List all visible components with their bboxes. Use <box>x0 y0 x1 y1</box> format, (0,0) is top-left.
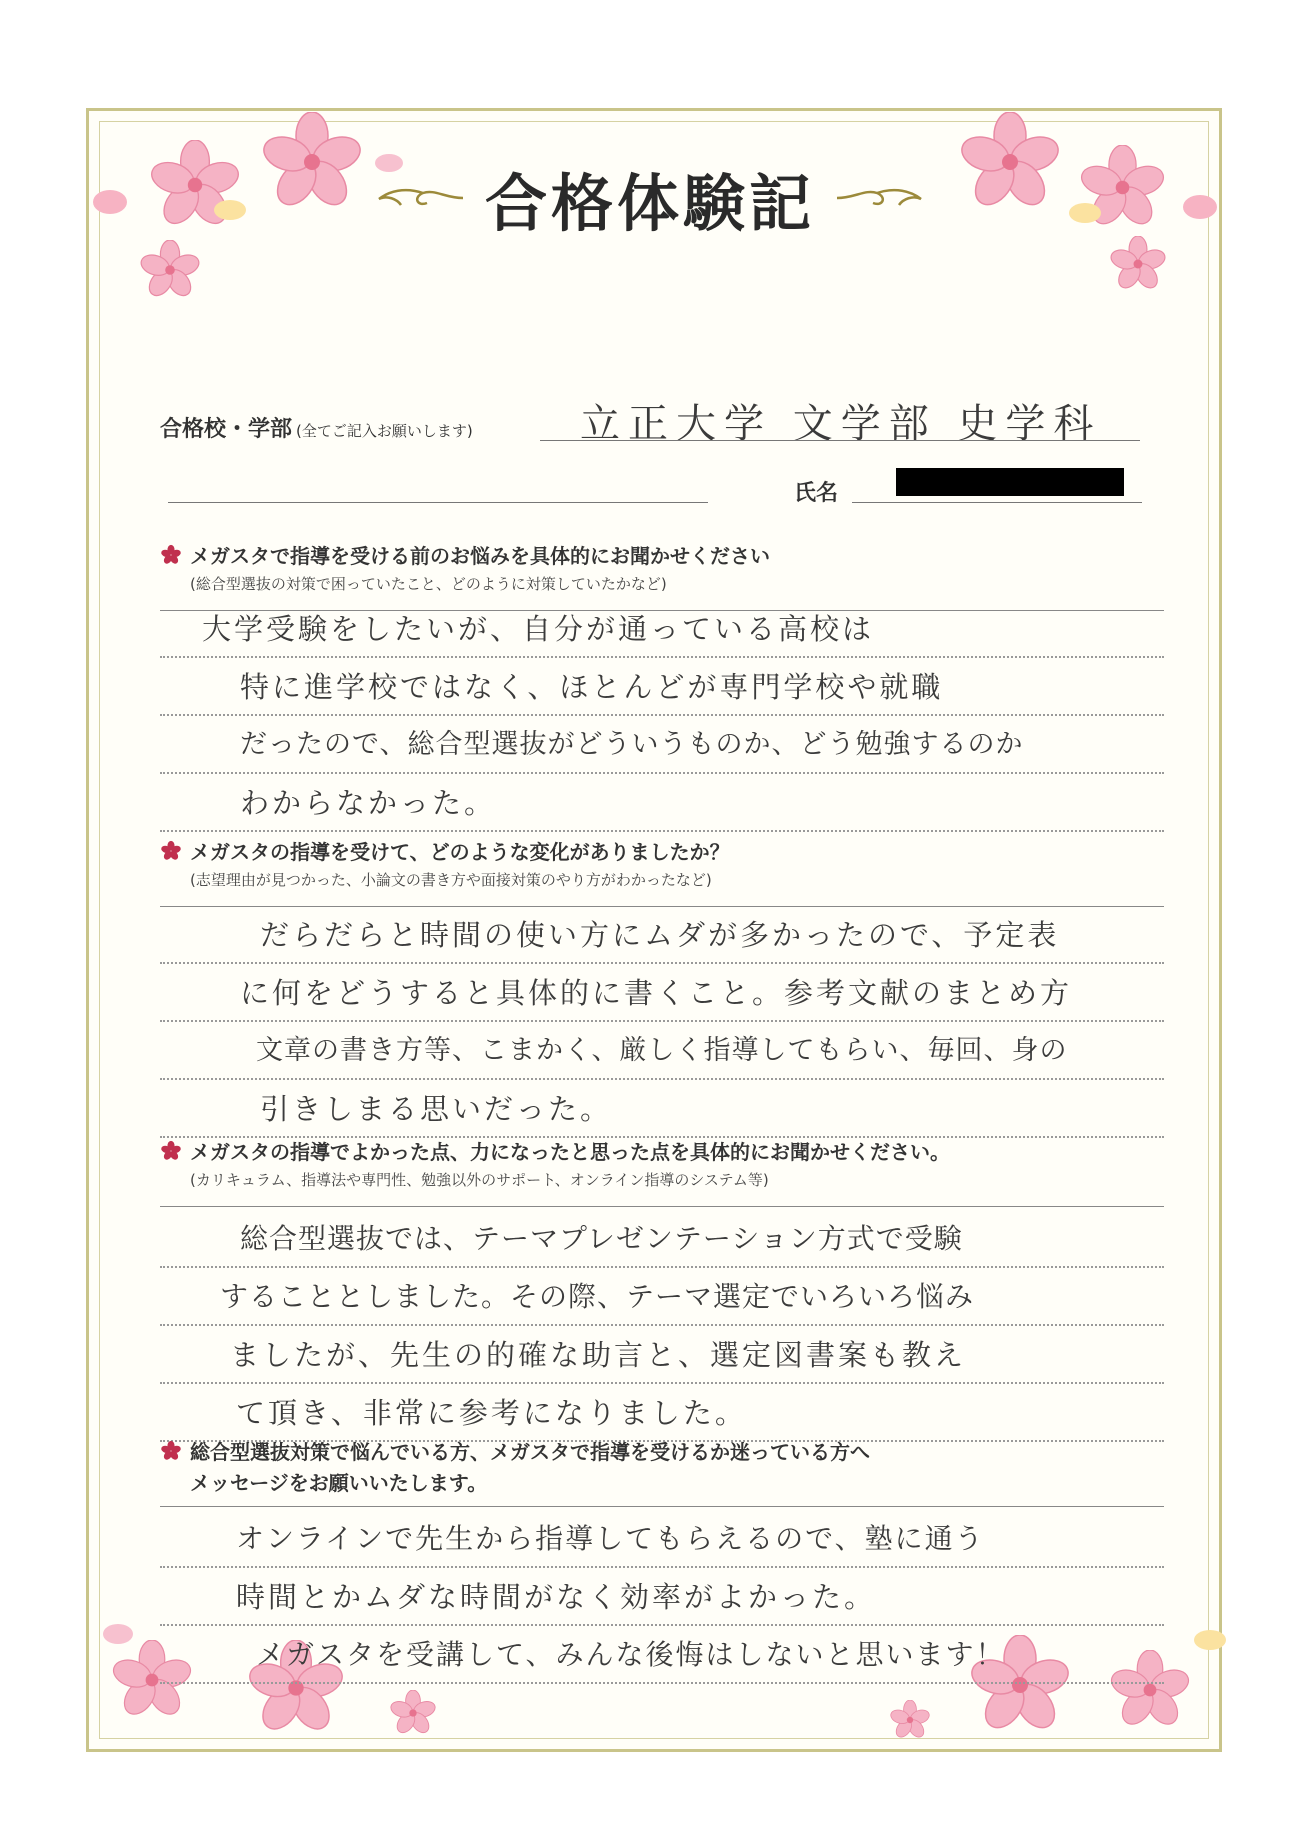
cherry-blossom-icon <box>890 1700 930 1740</box>
school-label-row <box>160 412 473 443</box>
section-1-header <box>160 540 1160 594</box>
school-label: 合格校・学部 <box>160 417 293 442</box>
section-1-heading: メガスタで指導を受ける前のお悩みを具体的にお聞かせください <box>190 544 770 568</box>
section-2-line-4: 引きしまる思いだった。 <box>160 1080 1164 1138</box>
name-label-row <box>794 476 838 507</box>
cherry-blossom-icon <box>140 240 200 300</box>
sakura-bullet-icon <box>160 544 182 566</box>
section-3-line-1: 総合型選抜では、テーマプレゼンテーション方式で受験 <box>160 1210 1164 1268</box>
section-2-line-2: に何をどうすると具体的に書くこと。参考文献のまとめ方 <box>160 964 1164 1022</box>
name-label: 氏名 <box>794 481 839 506</box>
section-4-line-3: メガスタを受講して、みんな後悔はしないと思います！ <box>160 1626 1164 1684</box>
blank-line <box>168 502 708 503</box>
petal-icon <box>1190 1625 1230 1655</box>
section-3-line-4: て頂き、非常に参考になりました。 <box>160 1384 1164 1442</box>
section-3-heading: メガスタの指導でよかった点、力になったと思った点を具体的にお聞かせください。 <box>190 1140 950 1164</box>
sakura-bullet-icon <box>160 840 182 862</box>
section-2-line-3: 文章の書き方等、こまかく、厳しく指導してもらい、毎回、身の <box>160 1022 1164 1080</box>
name-underline <box>852 502 1142 503</box>
page-title: 合格体験記 <box>484 166 815 240</box>
section-2-line-1: だらだらと時間の使い方にムダが多かったので、予定表 <box>160 906 1164 964</box>
school-note: (全てご記入お願いします) <box>296 422 473 440</box>
sakura-bullet-icon <box>160 1140 182 1162</box>
section-1-note: (総合型選抜の対策で困っていたこと、どのように対策していたかなど) <box>190 575 667 593</box>
section-3-header <box>160 1136 1160 1190</box>
cherry-blossom-icon <box>390 1690 436 1736</box>
right-swirl-ornament-icon <box>835 185 925 211</box>
title-row <box>0 158 1300 238</box>
section-3-note: (カリキュラム、指導法や専門性、勉強以外のサポート、オンライン指導のシステム等) <box>190 1171 769 1189</box>
sakura-bullet-icon <box>160 1440 182 1462</box>
section-2-header <box>160 836 1160 890</box>
section-3-line-3: ましたが、先生の的確な助言と、選定図書案も教え <box>160 1326 1164 1384</box>
section-1-line-3: だったので、総合型選抜がどういうものか、どう勉強するのか <box>160 716 1164 774</box>
section-4-heading: 総合型選抜対策で悩んでいる方、メガスタで指導を受けるか迷っている方へ <box>190 1440 870 1464</box>
section-4-heading-continued: メッセージをお願いいたします。 <box>190 1471 488 1495</box>
school-value: 立正大学 文学部 史学科 <box>580 401 1102 447</box>
redacted-name-bar <box>896 468 1124 496</box>
section-3-top-rule <box>160 1206 1164 1207</box>
section-1-line-4: わからなかった。 <box>160 774 1164 832</box>
school-underline <box>540 440 1140 441</box>
section-4-line-1: オンラインで先生から指導してもらえるので、塾に通う <box>160 1510 1164 1568</box>
section-1-line-1: 大学受験をしたいが、自分が通っている高校は <box>160 600 1164 658</box>
section-1-line-2: 特に進学校ではなく、ほとんどが専門学校や就職 <box>160 658 1164 716</box>
section-4-line-2: 時間とかムダな時間がなく効率がよかった。 <box>160 1568 1164 1626</box>
section-2-note: (志望理由が見つかった、小論文の書き方や面接対策のやり方がわかったなど) <box>190 871 712 889</box>
cherry-blossom-icon <box>1110 236 1166 292</box>
petal-icon <box>100 1620 136 1648</box>
section-4-header <box>160 1436 1160 1496</box>
section-3-line-2: することとしました。その際、テーマ選定でいろいろ悩み <box>160 1268 1164 1326</box>
section-4-top-rule <box>160 1506 1164 1507</box>
section-2-heading: メガスタの指導を受けて、どのような変化がありましたか？ <box>190 840 730 864</box>
left-swirl-ornament-icon <box>375 185 465 211</box>
